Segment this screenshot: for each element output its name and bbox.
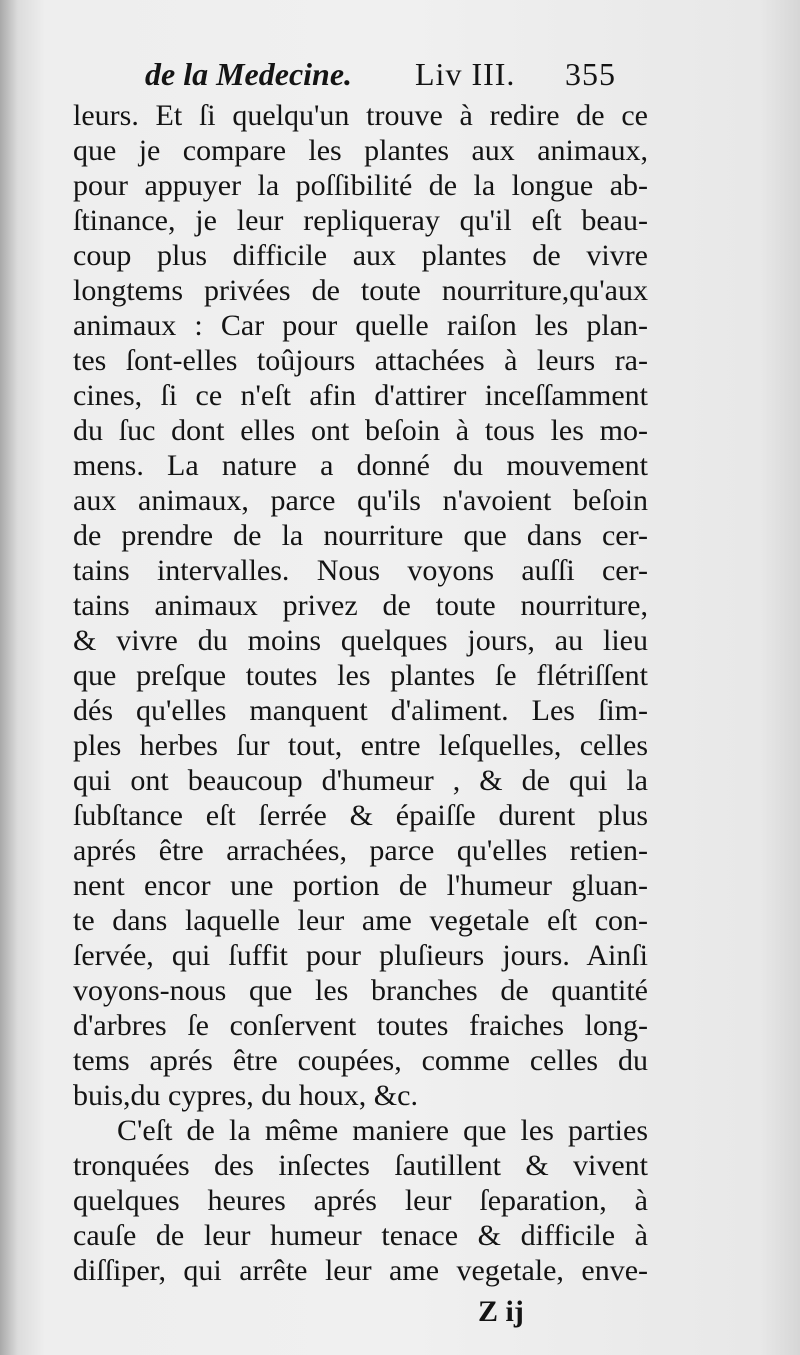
text-line: dés qu'elles manquent d'aliment. Les ſim-	[73, 694, 648, 727]
body-text	[73, 98, 648, 1288]
text-line: aprés être arrachées, parce qu'elles retien-	[73, 834, 648, 867]
text-line: ſervée, qui ſuffit pour pluſieurs jours. Ainſi	[73, 939, 648, 972]
text-line: tes ſont-elles toûjours attachées à leurs ra-	[73, 344, 648, 377]
text-line: & vivre du moins quelques jours, au lieu	[73, 624, 648, 657]
signature-mark: Z ij	[478, 1295, 524, 1328]
paragraph-start-line: C'eſt de la même maniere que les parties	[117, 1114, 648, 1147]
text-line: de prendre de la nourriture que dans cer-	[73, 519, 648, 552]
text-line: que je compare les plantes aux animaux,	[73, 134, 648, 167]
text-line: cauſe de leur humeur tenace & difficile à	[73, 1219, 648, 1252]
text-line: tains intervalles. Nous voyons auſſi cer-	[73, 554, 648, 587]
text-line: pour appuyer la poſſibilité de la longue ab-	[73, 169, 648, 202]
text-line: du ſuc dont elles ont beſoin à tous les mo-	[73, 414, 648, 447]
text-line: ſtinance, je leur repliqueray qu'il eſt beau-	[73, 204, 648, 237]
paragraph-end-line: buis,du cypres, du houx, &c.	[73, 1079, 418, 1112]
text-line: aux animaux, parce qu'ils n'avoient beſoin	[73, 484, 648, 517]
book-number: Liv III.	[415, 56, 516, 92]
text-line: coup plus difficile aux plantes de vivre	[73, 239, 648, 272]
text-line: quelques heures aprés leur ſeparation, à	[73, 1184, 648, 1217]
text-line: ples herbes ſur tout, entre leſquelles, celles	[73, 729, 648, 762]
text-line: tems aprés être coupées, comme celles du	[73, 1044, 648, 1077]
text-line: d'arbres ſe conſervent toutes fraiches long-	[73, 1009, 648, 1042]
text-line: nent encor une portion de l'humeur gluan-	[73, 869, 648, 902]
text-line: cines, ſi ce n'eſt afin d'attirer inceſſamment	[73, 379, 648, 412]
text-line: mens. La nature a donné du mouvement	[73, 449, 648, 482]
text-line: qui ont beaucoup d'humeur , & de qui la	[73, 764, 648, 797]
text-line: tronquées des inſectes ſautillent & vivent	[73, 1149, 648, 1182]
text-line: ſubſtance eſt ſerrée & épaiſſe durent plus	[73, 799, 648, 832]
text-line: diſſiper, qui arrête leur ame vegetale, enve-	[73, 1254, 648, 1287]
text-line: voyons-nous que les branches de quantité	[73, 974, 648, 1007]
text-line: longtems privées de toute nourriture,qu'aux	[73, 274, 648, 307]
running-title: de la Medecine.	[145, 56, 353, 92]
text-line: animaux : Car pour quelle raiſon les plan-	[73, 309, 648, 342]
text-line: tains animaux privez de toute nourriture,	[73, 589, 648, 622]
text-line: que preſque toutes les plantes ſe flétriſſent	[73, 659, 648, 692]
text-line: te dans laquelle leur ame vegetale eſt con-	[73, 904, 648, 937]
running-header	[145, 52, 665, 96]
page-number: 355	[565, 56, 616, 92]
text-line: leurs. Et ſi quelqu'un trouve à redire de ce	[73, 99, 648, 132]
